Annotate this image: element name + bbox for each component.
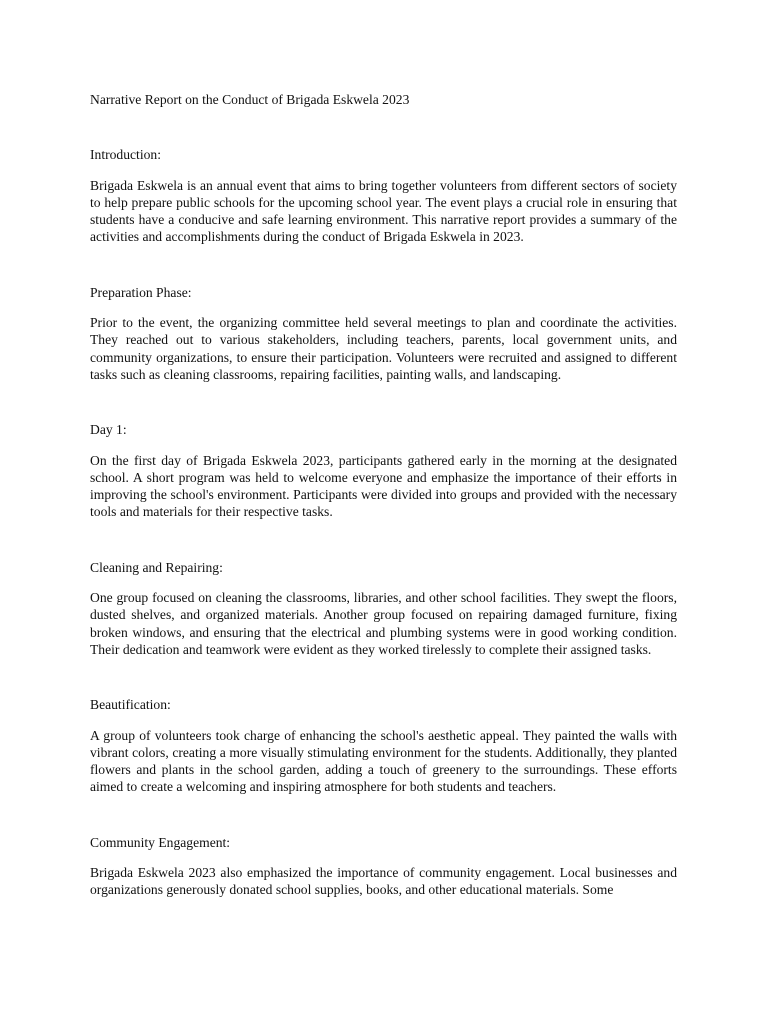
section-heading: Cleaning and Repairing: <box>90 559 223 575</box>
section-community-engagement <box>90 834 677 899</box>
section-heading: Preparation Phase: <box>90 284 192 300</box>
section-day-1 <box>90 421 677 520</box>
section-introduction <box>90 146 677 245</box>
section-paragraph: Brigada Eskwela is an annual event that aims to bring together volunteers from different sectors of society to help prepare public schools for the upcoming school year. The event plays a crucial role in ensuring that students have a conducive and safe learning environment. This narrative report provides a summary of the activities and accomplishments during the conduct of Brigada Eskwela in 2023. <box>90 177 677 245</box>
section-paragraph: Brigada Eskwela 2023 also emphasized the importance of community engagement. Local businesses and organizations generously donated school supplies, books, and other educational materials. Some <box>90 865 677 898</box>
section-heading: Community Engagement: <box>90 834 231 850</box>
section-heading: Day 1: <box>90 422 127 438</box>
section-heading: Introduction: <box>90 147 161 163</box>
section-paragraph: A group of volunteers took charge of enhancing the school's aesthetic appeal. They painted the walls with vibrant colors, creating a more visually stimulating environment for the students. Additionally, they planted flowers and plants in the school garden, adding a touch of greenery to the surroundings. These efforts aimed to create a welcoming and inspiring atmosphere for both students and teachers. <box>90 727 677 795</box>
section-paragraph: Prior to the event, the organizing committee held several meetings to plan and coordinate the activities. They reached out to various stakeholders, including teachers, parents, local government units, and community organizations, to ensure their participation. Volunteers were recruited and assigned to different tasks such as cleaning classrooms, repairing facilities, painting walls, and landscaping. <box>90 315 677 382</box>
document-title: Narrative Report on the Conduct of Brigada Eskwela 2023 <box>90 92 410 107</box>
section-heading: Beautification: <box>90 697 171 713</box>
section-paragraph: One group focused on cleaning the classrooms, libraries, and other school facilities. They swept the floors, dusted shelves, and organized materials. Another group focused on repairing damaged furniture, fixing broken windows, and ensuring that the electrical and plumbing systems were in good working condition. Their dedication and teamwork were evident as they worked tirelessly to complete their assigned tasks. <box>90 590 677 657</box>
document-content <box>90 91 677 899</box>
section-paragraph: On the first day of Brigada Eskwela 2023, participants gathered early in the morning at the designated school. A short program was held to welcome everyone and emphasize the importance of their efforts in improving the school's environment. Participants were divided into groups and provided with the necessary tools and materials for their respective tasks. <box>90 452 677 520</box>
section-preparation-phase <box>90 284 677 383</box>
section-beautification <box>90 696 677 795</box>
section-cleaning-and-repairing <box>90 559 677 658</box>
